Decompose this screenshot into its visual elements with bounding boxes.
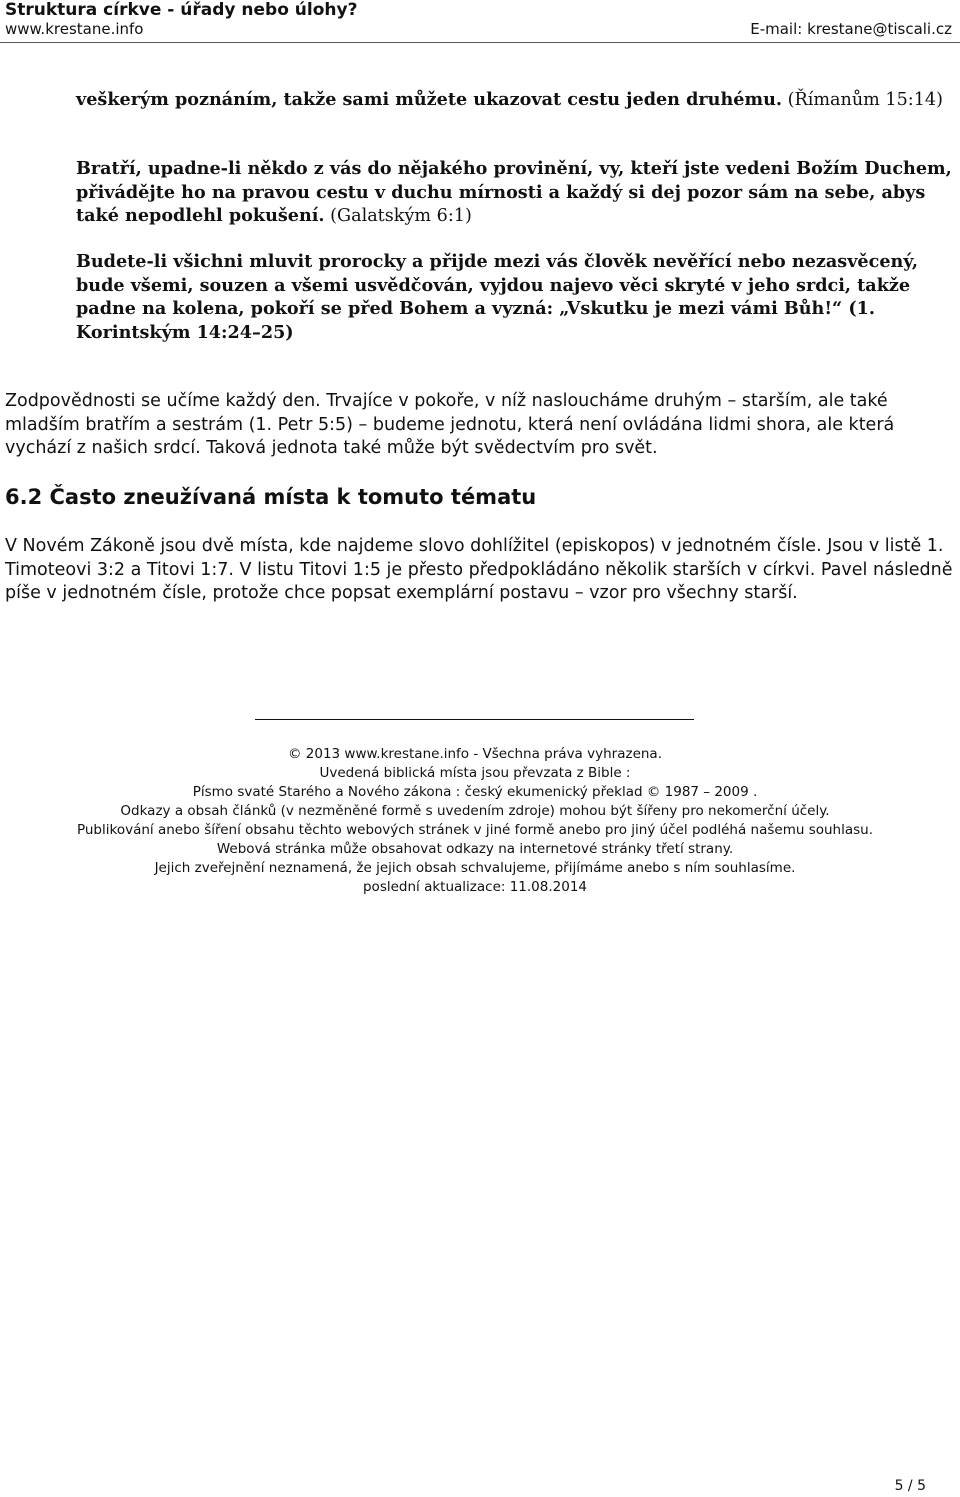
quote-reference: (1. Korintským 14:24–25): [76, 298, 876, 343]
quote-text: Budete-li všichni mluvit prorocky a přijde mezi vás člověk nevěřící nebo nezasvěcený, bude všemi, souzen a všemi usvědčován, vyjdou najevo věci skryté v jeho srdci, takže padne na kolena, pokoří se před Bohem a vyzná: „Vskutku je mezi vámi Bůh!“: [76, 251, 918, 319]
footer-line: poslední aktualizace: 11.08.2014: [362, 879, 588, 895]
page-number: 5 / 5: [894, 1478, 926, 1494]
section-number: 6.2: [5, 485, 43, 509]
bible-quote-galatians: [76, 157, 954, 229]
footer-line: © 2013 www.krestane.info - Všechna práva vyhrazena.: [287, 746, 662, 762]
site-link[interactable]: www.krestane.info: [5, 20, 144, 38]
body-paragraph: V Novém Zákoně jsou dvě místa, kde najdeme slovo dohlížitel (episkopos) v jednotném čísle. Jsou v listě 1. Timoteovi 3:2 a Titovi 1:7. V listu Titovi 1:5 je přesto předpokládáno několik starších v církvi. Pavel následně píše v jednotném čísle, protože chce popsat exemplární postavu – vzor pro všechny starší.: [5, 536, 953, 603]
footer-line: Písmo svaté Starého a Nového zákona : český ekumenický překlad © 1987 – 2009 .: [192, 784, 758, 800]
footer-line: Uvedená biblická místa jsou převzata z Bible :: [319, 765, 631, 781]
footer-line: Publikování anebo šíření obsahu těchto webových stránek v jiné formě anebo pro jiný účel podléhá našemu souhlasu.: [76, 822, 874, 838]
page-footer: [0, 745, 950, 897]
footer-line: Webová stránka může obsahovat odkazy na internetové stránky třetí strany.: [216, 841, 734, 857]
quote-text: veškerým poznáním, takže sami můžete ukazovat cestu jeden druhému.: [76, 89, 782, 110]
page-header: [0, 0, 960, 43]
contact-email[interactable]: E-mail: krestane@tiscali.cz: [750, 20, 952, 38]
quote-reference: (Galatským 6:1): [324, 206, 472, 226]
section-title: Často zneužívaná místa k tomuto tématu: [42, 485, 537, 509]
footer-line: Jejich zveřejnění neznamená, že jejich obsah schvalujeme, přijímáme anebo s ním souhlasíme.: [154, 860, 796, 876]
quote-text: Bratří, upadne-li někdo z vás do nějakého provinění, vy, kteří jste vedeni Božím Duchem, přivádějte ho na pravou cestu v duchu mírnosti a každý si dej pozor sám na sebe, abys také nepodlehl pokušení.: [76, 158, 952, 226]
footer-divider: [255, 719, 694, 720]
body-paragraph: Zodpovědnosti se učíme každý den. Trvajíce v pokoře, v níž nasloucháme druhým – starším, ale také mladším bratřím a sestrám (1. Petr 5:5) – budeme jednotu, která není ovládána lidmi shora, ale která vychází z našich srdcí. Taková jednota také může být svědectvím pro svět.: [5, 391, 895, 458]
bible-quote-corinthians: [76, 250, 954, 344]
bible-quote-romans: [76, 88, 954, 113]
footer-line: Odkazy a obsah článků (v nezměněné formě s uvedením zdroje) mohou být šířeny pro nekomerční účely.: [120, 803, 830, 819]
document-title: Struktura církve - úřady nebo úlohy?: [5, 0, 358, 20]
quote-reference: (Římanům 15:14): [781, 90, 943, 110]
section-heading: [5, 484, 536, 510]
